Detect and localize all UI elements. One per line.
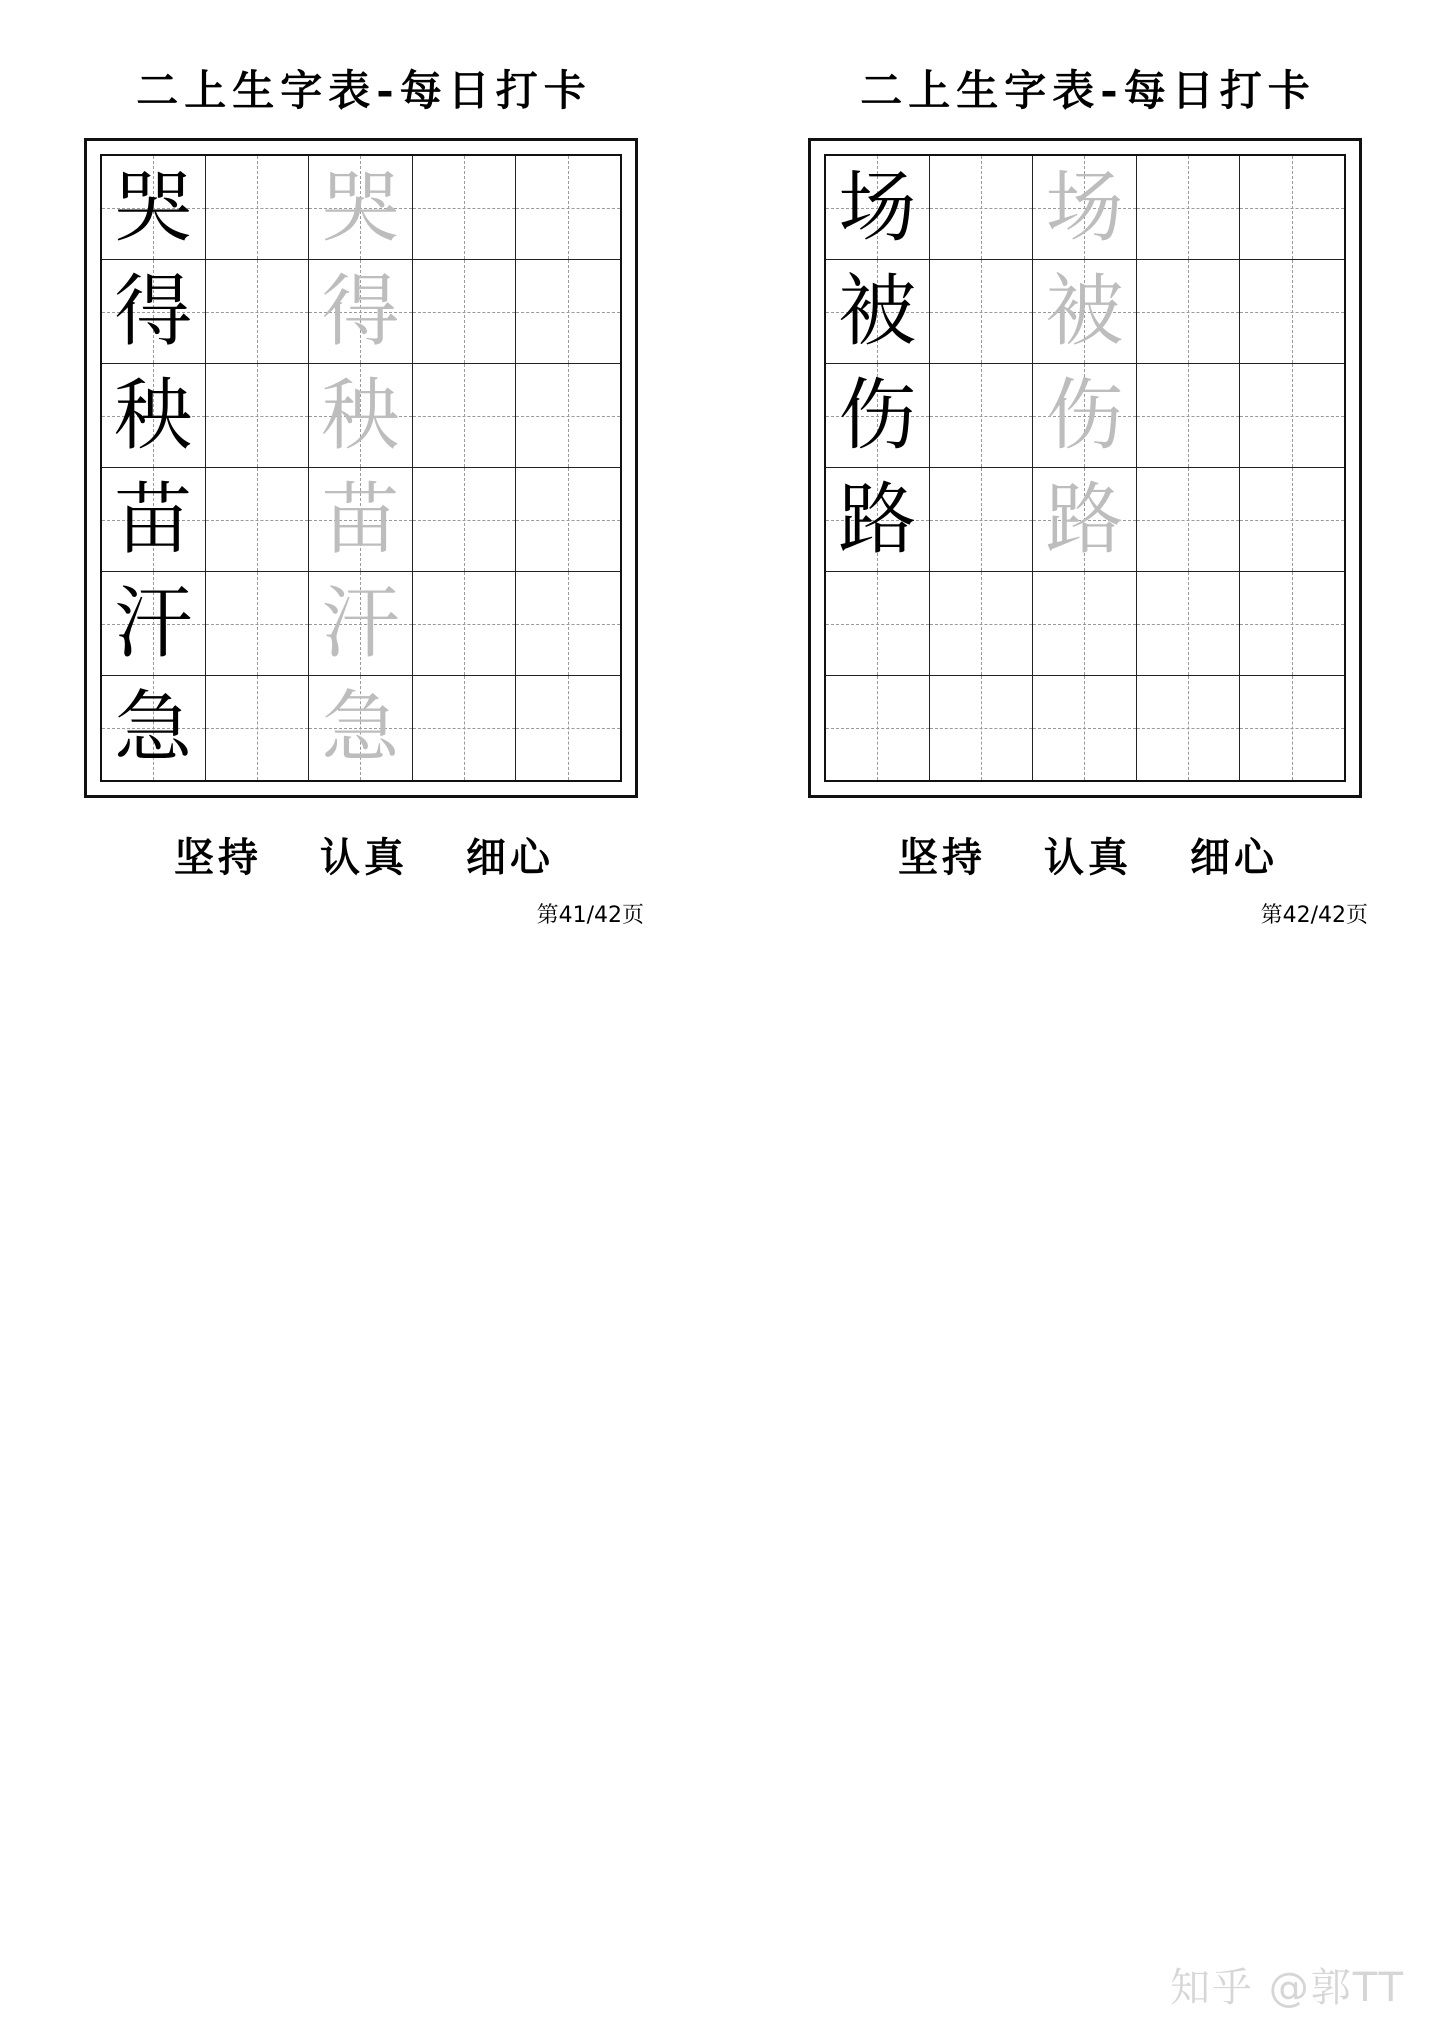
grid-cell <box>309 260 413 364</box>
grid-cell <box>1137 572 1241 676</box>
tianzige-grid <box>100 154 622 782</box>
grid-cell <box>1240 572 1344 676</box>
grid-cell <box>102 260 206 364</box>
trace-character: 得 <box>321 266 400 357</box>
grid-cell <box>413 572 517 676</box>
model-character: 伤 <box>838 370 917 461</box>
motto-row <box>84 826 644 883</box>
grid-cell <box>413 364 517 468</box>
grid-cell <box>1033 156 1137 260</box>
grid-cell <box>516 572 620 676</box>
trace-character: 汗 <box>321 578 400 669</box>
page-number: 第41/42页 <box>536 903 644 928</box>
grid-cell <box>516 156 620 260</box>
trace-character: 苗 <box>321 474 400 565</box>
grid-cell <box>102 156 206 260</box>
grid-cell <box>309 676 413 780</box>
grid-cell <box>826 676 930 780</box>
motto-word: 坚持 <box>898 834 986 881</box>
trace-character: 场 <box>1045 162 1124 253</box>
grid-cell <box>102 468 206 572</box>
model-character: 秧 <box>114 370 193 461</box>
grid-cell <box>1240 260 1344 364</box>
grid-cell <box>1137 260 1241 364</box>
worksheet-page-41 <box>84 0 644 940</box>
grid-cell <box>1033 572 1137 676</box>
grid-cell <box>206 260 310 364</box>
grid-cell <box>206 572 310 676</box>
motto-row <box>808 826 1368 883</box>
grid-cell <box>1033 364 1137 468</box>
grid-cell <box>1033 260 1137 364</box>
grid-cell <box>826 468 930 572</box>
grid-cell <box>930 468 1034 572</box>
model-character: 急 <box>114 683 193 773</box>
tianzige-grid <box>824 154 1346 782</box>
grid-cell <box>516 260 620 364</box>
grid-cell <box>1240 364 1344 468</box>
trace-character: 急 <box>321 683 400 773</box>
motto-word: 坚持 <box>174 834 262 881</box>
model-character: 汗 <box>114 578 193 669</box>
grid-cell <box>413 468 517 572</box>
motto-word: 细心 <box>1190 834 1278 881</box>
grid-cell <box>102 572 206 676</box>
practice-frame <box>84 138 638 798</box>
grid-cell <box>930 676 1034 780</box>
trace-character: 伤 <box>1045 370 1124 461</box>
grid-cell <box>309 364 413 468</box>
grid-cell <box>1137 364 1241 468</box>
grid-cell <box>1137 468 1241 572</box>
model-character: 哭 <box>114 162 193 253</box>
motto-word: 细心 <box>466 834 554 881</box>
model-character: 被 <box>838 266 917 357</box>
grid-cell <box>930 572 1034 676</box>
grid-cell <box>930 364 1034 468</box>
grid-cell <box>413 676 517 780</box>
grid-cell <box>826 156 930 260</box>
grid-cell <box>516 676 620 780</box>
grid-cell <box>930 260 1034 364</box>
grid-cell <box>826 260 930 364</box>
grid-cell <box>1033 468 1137 572</box>
grid-cell <box>516 364 620 468</box>
grid-cell <box>206 676 310 780</box>
grid-cell <box>309 468 413 572</box>
grid-cell <box>206 156 310 260</box>
grid-cell <box>1137 156 1241 260</box>
model-character: 苗 <box>114 474 193 565</box>
page-number: 第42/42页 <box>1260 903 1368 928</box>
grid-cell <box>826 364 930 468</box>
grid-cell <box>1240 676 1344 780</box>
grid-cell <box>930 156 1034 260</box>
grid-cell <box>413 260 517 364</box>
grid-cell <box>206 468 310 572</box>
grid-cell <box>826 572 930 676</box>
worksheet-title: 二上生字表-每日打卡 <box>860 66 1316 115</box>
grid-cell <box>102 364 206 468</box>
grid-cell <box>1033 676 1137 780</box>
grid-cell <box>309 572 413 676</box>
grid-cell <box>1240 156 1344 260</box>
model-character: 路 <box>838 474 917 565</box>
grid-cell <box>309 156 413 260</box>
grid-cell <box>516 468 620 572</box>
motto-word: 认真 <box>320 834 408 881</box>
trace-character: 哭 <box>321 162 400 253</box>
trace-character: 秧 <box>321 370 400 461</box>
model-character: 得 <box>114 266 193 357</box>
trace-character: 路 <box>1045 474 1124 565</box>
motto-word: 认真 <box>1044 834 1132 881</box>
worksheet-title: 二上生字表-每日打卡 <box>136 66 592 115</box>
grid-cell <box>413 156 517 260</box>
grid-cell <box>1240 468 1344 572</box>
grid-cell <box>206 364 310 468</box>
watermark: 知乎 @郭TT <box>1170 1965 1405 2011</box>
model-character: 场 <box>838 162 917 253</box>
practice-frame <box>808 138 1362 798</box>
trace-character: 被 <box>1045 266 1124 357</box>
grid-cell <box>1137 676 1241 780</box>
grid-cell <box>102 676 206 780</box>
worksheet-page-42 <box>808 0 1368 940</box>
